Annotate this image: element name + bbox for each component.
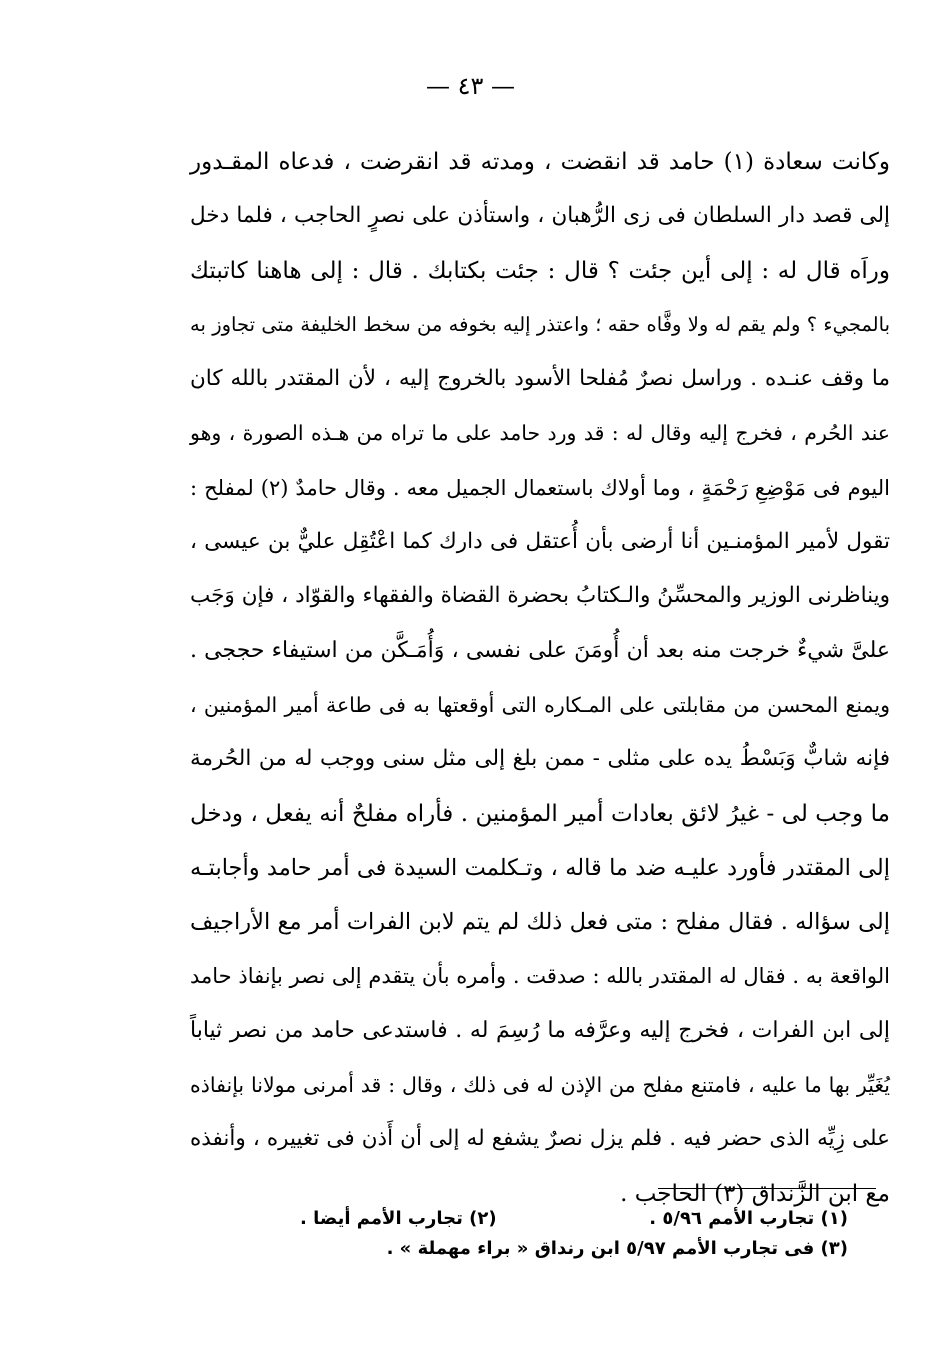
text-line: ويمنع المحسن من مقابلتى على المـكاره التى أوقعتها به فى طاعة أمير المؤمنين ،: [190, 692, 890, 717]
text-line: إلى سؤاله . فقال مفلح : متى فعل ذلك لم يتم لابن الفرات أمر مع الأراجيف: [190, 909, 890, 936]
text-line: ما وجب لى - غيرُ لائق بعادات أمير المؤمنين . فأراه مفلحٌ أنه يفعل ، ودخل: [190, 800, 890, 827]
text-line: إلى المقتدر فأورد عليـه ضد ما قاله ، وتـكلمت السيدة فى أمر حامد وأجابتـه: [190, 854, 890, 881]
footnote-separator: [658, 1188, 876, 1189]
text-line: ويناظرنى الوزير والمحسِّنُ والـكتابُ بحضرة القضاة والفقهاء والقوّاد ، فإن وَجَب: [190, 583, 890, 609]
footnote-row: [300, 1204, 848, 1234]
text-line: عند الحُرم ، فخرج إليه وقال له : قد ورد حامد على ما تراه من هـذه الصورة ، وهو: [190, 421, 890, 446]
footnote-2: (٢) تجارب الأمم أيضا .: [300, 1208, 497, 1229]
text-line: على زِيِّه الذى حضر فيه . فلم يزل نصرٌ يشفع له إلى أن أَذن فى تغييره ، وأنفذه: [190, 1126, 890, 1152]
text-line: ما وقف عنـده . وراسل نصرٌ مُفلحا الأسود بالخروج إليه ، لأن المقتدر بالله كان: [190, 366, 890, 392]
text-line: فإنه شابٌّ وَبَسْطُ يده على مثلى - ممن بلغ إلى مثل سنى ووجب له من الحُرمة: [190, 746, 890, 772]
text-line: وكانت سعادة (١) حامد قد انقضت ، ومدته قد انقرضت ، فدعاه المقـدور: [190, 149, 890, 175]
text-line: بالمجيء ؟ ولم يقم له ولا وفَّاه حقه ؛ واعتذر إليه بخوفه من سخط الخليفة متى تجاوز به: [190, 312, 890, 336]
text-line: الواقعة به . فقال له المقتدر بالله : صدقت . وأمره بأن يتقدم إلى نصر بإنفاذ حامد: [190, 964, 890, 989]
text-line: تقول لأمير المؤمنـين أنا أرضى بأن أُعتقل فى دارك كما اعْتُقِل عليٌّ بن عيسى ،: [190, 529, 890, 555]
page-number: — ٤٣ —: [425, 72, 516, 100]
footnote-3: (٣) فى تجارب الأمم ٥/٩٧ ابن رنداق « براء مهملة » .: [386, 1238, 848, 1259]
text-line: اليوم فى مَوْضِعِ رَحْمَةٍ ، وما أولاك باستعمال الجميل معه . وقال حامدٌ (٢) لمفلح :: [190, 475, 890, 500]
text-line: إلى ابن الفرات ، فخرج إليه وعرَّفه ما رُسِمَ له . فاستدعى حامد من نصر ثياباً: [190, 1017, 890, 1043]
text-line: إلى قصد دار السلطان فى زى الرُّهبان ، واستأذن على نصرٍ الحاجب ، فلما دخل: [190, 203, 890, 229]
text-line: يُغَيِّر بها ما عليه ، فامتنع مفلح من الإذن له فى ذلك ، وقال : قد أمرنى مولانا بإنفاذه: [190, 1073, 890, 1098]
body-text: [190, 135, 890, 1221]
footnote-1: (١) تجارب الأمم ٥/٩٦ .: [649, 1208, 848, 1229]
text-line: وراَه قال له : إلى أين جئت ؟ قال : جئت بكتابك . قال : إلى هاهنا كاتبتك: [190, 257, 890, 284]
footnote-row: [300, 1234, 848, 1264]
footnotes: [300, 1204, 848, 1264]
text-line: مع ابن الزَّنداق (٣) الحاجب .: [620, 1180, 890, 1207]
text-line: علىَّ شيءٌ خرجت منه بعد أن أُومَنَ على نفسى ، وَأُمَـكَّن من استيفاء حججى .: [190, 637, 890, 663]
